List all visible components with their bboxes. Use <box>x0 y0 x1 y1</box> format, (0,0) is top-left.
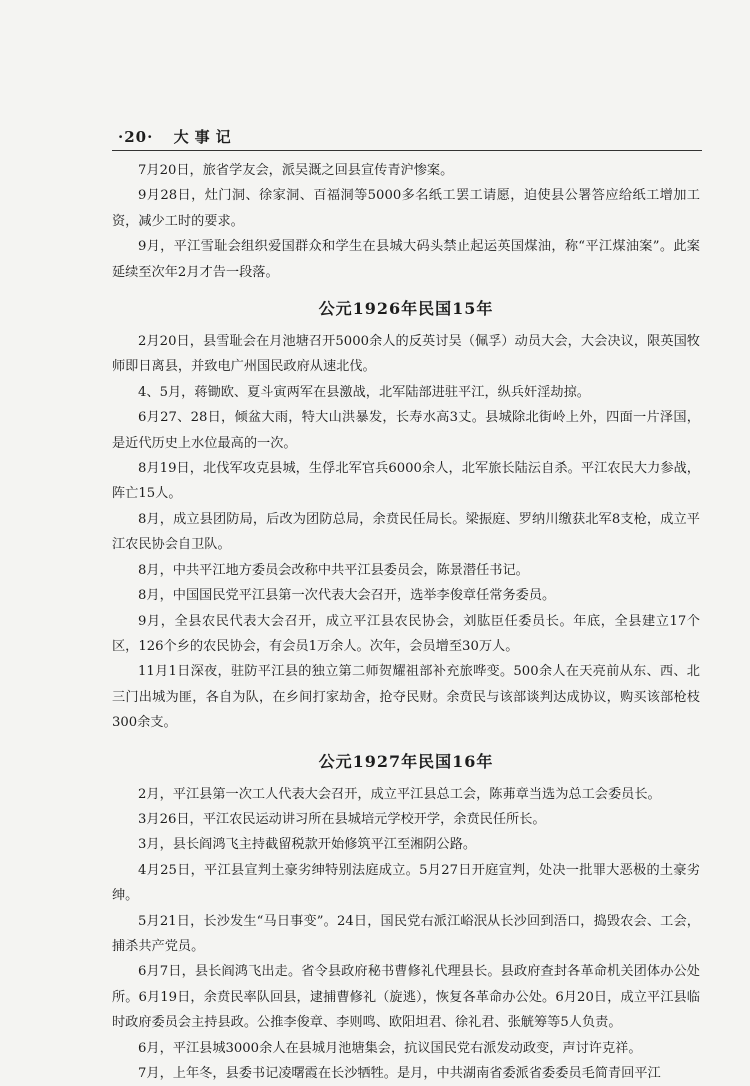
running-title: 大事记 <box>173 128 237 146</box>
entry-paragraph: 9月28日，灶门洞、徐家洞、百福洞等5000多名纸工罢工请愿，迫使县公署答应给纸工增加工资，减少工时的要求。 <box>112 188 700 229</box>
entry-paragraph: 4月25日，平江县宣判土豪劣绅特别法庭成立。5月27日开庭宣判，处决一批罪大恶极的土豪劣绅。 <box>112 862 700 904</box>
entry-paragraph: 2月20日，县雪耻会在月池塘召开5000余人的反英讨吴（佩孚）动员大会，大会决议，限英国牧师即日离县，并致电广州国民政府从速北伐。 <box>112 334 700 375</box>
entry-paragraph: 4、5月，蒋锄欧、夏斗寅两军在县激战，北军陆部进驻平江，纵兵奸淫劫掠。 <box>138 384 590 400</box>
page-number: ·20· <box>118 128 154 146</box>
year-heading-1927: 公元1927年民国16年 <box>318 751 494 771</box>
entry-paragraph: 5月21日，长沙发生“马日事变”。24日，国民党右派江峪泯从长沙回到浯口，捣毁农会、工会，捕杀共产党员。 <box>112 913 700 954</box>
entry-paragraph: 6月27、28日，倾盆大雨，特大山洪暴发，长寿水高3丈。县城除北街岭上外，四面一片泽国，是近代历史上水位最高的一次。 <box>112 410 700 451</box>
chronicle-body <box>112 158 700 1086</box>
entry-paragraph: 7月，上年冬，县委书记凌曙霞在长沙牺牲。是月，中共湖南省委派省委委员毛简青回平江 <box>138 1066 661 1081</box>
entry-paragraph: 8月，中国国民党平江县第一次代表大会召开，选举李俊章任常务委员。 <box>138 588 556 604</box>
entry-paragraph: 9月，全县农民代表大会召开，成立平江县农民协会，刘肱臣任委员长。年底，全县建立17个区，126个乡的农民协会，有会员1万余人。次年，会员增至30万人。 <box>112 613 700 654</box>
entry-paragraph: 8月，成立县团防局，后改为团防总局，余贲民任局长。梁振庭、罗纳川缴获北军8支枪，成立平江农民协会自卫队。 <box>112 511 700 553</box>
entry-paragraph: 2月，平江县第一次工人代表大会召开，成立平江县总工会，陈茀章当选为总工会委员长。 <box>138 786 661 802</box>
entry-paragraph: 9月，平江雪耻会组织爱国群众和学生在县城大码头禁止起运英国煤油，称“平江煤油案”。此案延续至次年2月才告一段落。 <box>112 239 700 280</box>
entry-paragraph: 8月，中共平江地方委员会改称中共平江县委员会，陈景潜任书记。 <box>138 562 529 578</box>
entry-paragraph: 3月，县长阎鸿飞主持截留税款开始修筑平江至湘阴公路。 <box>138 837 477 853</box>
entry-paragraph: 6月，平江县城3000余人在县城月池塘集会，抗议国民党右派发动政变，声讨许克祥。 <box>138 1040 642 1056</box>
entry-paragraph: 7月20日，旅省学友会，派吴溉之回县宣传青沪惨案。 <box>138 163 454 178</box>
year-heading-1926: 公元1926年民国15年 <box>318 299 494 319</box>
entry-paragraph: 3月26日，平江农民运动讲习所在县城培元学校开学，余贲民任所长。 <box>138 811 546 827</box>
header-rule <box>112 150 702 151</box>
entry-paragraph: 11月1日深夜，驻防平江县的独立第二师贺耀祖部补充旅哗变。500余人在天亮前从东、西、北三门出城为匪，各自为队，在乡间打家劫舍，抢夺民财。余贲民与该部谈判达成协议，购买该部枪枝300余支。 <box>112 664 700 731</box>
entry-paragraph: 6月7日，县长阎鸿飞出走。省令县政府秘书曹修礼代理县长。县政府查封各革命机关团体办公处所。6月19日，余贲民率队回县，逮捕曹修礼（旋逃），恢复各革命办公处。6月20日，成立平江县临时政府委员会主持县政。公推李俊章、李则鸣、欧阳坦君、徐礼君、张觥筹等5人负责。 <box>112 964 700 1031</box>
running-header <box>118 126 237 147</box>
entry-paragraph: 8月19日，北伐军攻克县城，生俘北军官兵6000余人，北军旅长陆沄自杀。平江农民大力参战，阵亡15人。 <box>112 461 700 502</box>
